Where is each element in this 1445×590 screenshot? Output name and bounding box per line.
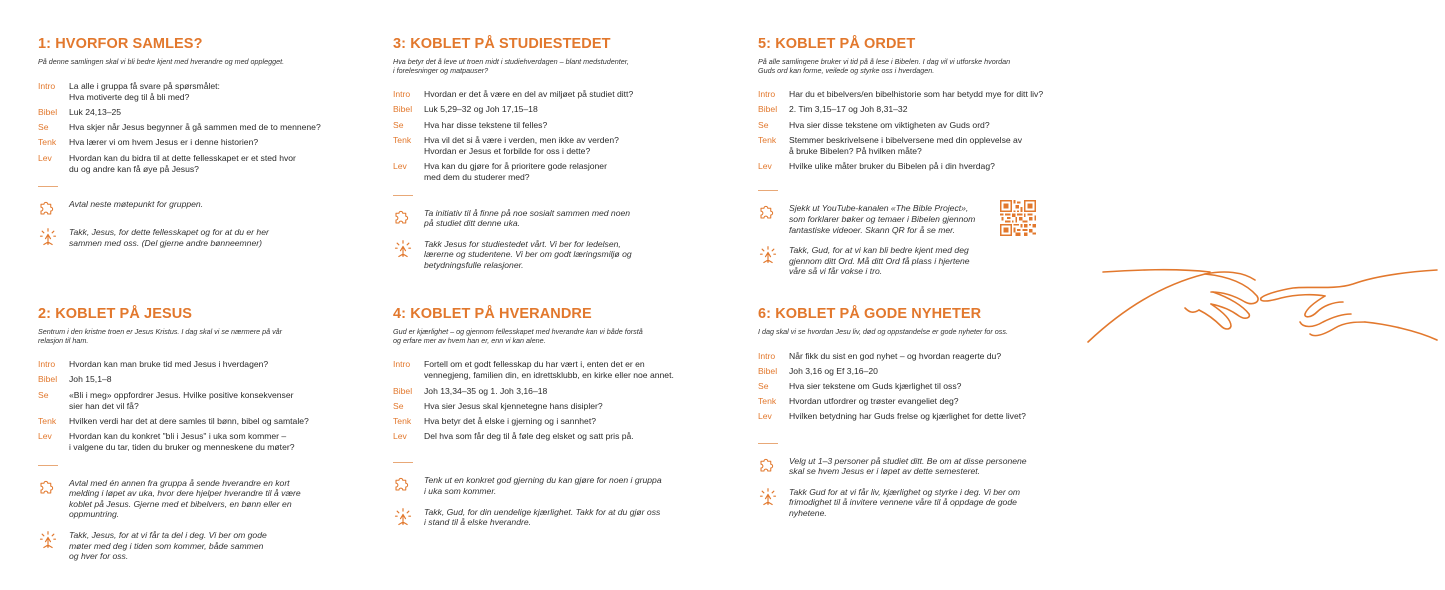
divider xyxy=(393,195,413,196)
row-label: Tenk xyxy=(393,134,412,145)
row-text: La alle i gruppa få svare på spørsmålet: Hva motiverte deg til å bli med? xyxy=(69,80,220,102)
prayer-text: Takk Jesus for studiestedet vårt. Vi ber for ledelsen, lærerne og studentene. Vi ber om godt læringsmiljø og betydningsfulle relasjoner. xyxy=(424,238,632,270)
row-intro xyxy=(38,81,343,103)
row-label: Intro xyxy=(758,350,776,361)
section-title: 4: KOBLET PÅ HVERANDRE xyxy=(393,306,592,322)
prayer-item xyxy=(393,239,698,271)
row-text: Hvordan kan du bidra til at dette fellesskapet er et sted hvor du og andre kan få øye på Jesus? xyxy=(69,152,296,174)
row-label: Se xyxy=(393,400,404,411)
row-label: Se xyxy=(758,381,769,391)
row-lev xyxy=(38,153,343,175)
question-list xyxy=(393,359,698,442)
divider xyxy=(38,465,58,466)
row-text: Hva lærer vi om hvem Jesus er i denne historien? xyxy=(69,137,259,148)
reaching-hands-illustration xyxy=(1085,262,1440,352)
row-intro xyxy=(758,89,1063,100)
section-intro: Hva betyr det å leve ut troen midt i studiehverdagen – blant medstudenter, i forelesninger og matpauser? xyxy=(393,57,629,75)
row-label: Lev xyxy=(758,161,772,172)
row-label: Tenk xyxy=(38,137,57,148)
row-bibel xyxy=(393,104,698,115)
row-text: Hva har disse tekstene til felles? xyxy=(424,119,548,130)
row-label: Intro xyxy=(758,89,776,100)
row-label: Intro xyxy=(393,89,411,100)
row-label: Bibel xyxy=(38,107,58,117)
row-bibel xyxy=(38,107,343,118)
prayer-item xyxy=(38,530,343,562)
row-bibel xyxy=(758,366,1063,377)
row-text: Hva sier Jesus skal kjennetegne hans disipler? xyxy=(424,400,603,411)
row-label: Se xyxy=(38,389,49,400)
row-lev xyxy=(758,411,1063,422)
prayer-text: Takk, Gud, for at vi kan bli bedre kjent med deg gjennom ditt Ord. Må ditt Ord få plass i hjertene våre så vi får vokse i tro. xyxy=(789,245,970,277)
section-intro: På alle samlingene bruker vi tid på å lese i Bibelen. I dag vil vi utforske hvordan Guds ord kan forme, veilede og styrke oss i hverdagen. xyxy=(758,57,1011,75)
row-intro xyxy=(393,89,698,100)
row-se xyxy=(393,120,698,131)
prayer-item xyxy=(393,507,698,528)
row-label: Lev xyxy=(758,411,772,422)
row-text: Hvordan utfordrer og trøster evangeliet deg? xyxy=(789,396,959,407)
row-tenk xyxy=(38,416,343,427)
row-label: Tenk xyxy=(758,396,777,407)
row-text: Har du et bibelvers/en bibelhistorie som har betydd mye for ditt liv? xyxy=(789,89,1044,100)
row-text: Hva betyr det å elske i gjerning og i sannhet? xyxy=(424,416,596,426)
row-text: Hva sier tekstene om Guds kjærlighet til oss? xyxy=(789,381,962,391)
row-se xyxy=(393,401,698,412)
row-bibel xyxy=(38,374,343,385)
section-intro: I dag skal vi se hvordan Jesu liv, død og oppstandelse er gode nyheter for oss. xyxy=(758,327,1008,336)
section-title: 2: KOBLET PÅ JESUS xyxy=(38,306,193,322)
row-label: Se xyxy=(38,122,49,133)
left-hand-outline xyxy=(1103,270,1210,272)
row-label: Bibel xyxy=(393,385,413,396)
row-text: Hva kan du gjøre for å prioritere gode relasjoner med dem du studerer med? xyxy=(424,161,607,183)
action-item xyxy=(38,478,343,520)
section-6 xyxy=(758,306,1063,529)
row-label: Intro xyxy=(38,80,56,91)
action-text: Avtal neste møtepunkt for gruppen. xyxy=(69,199,204,210)
section-title: 5: KOBLET PÅ ORDET xyxy=(758,36,916,52)
row-label: Intro xyxy=(393,359,411,370)
praying-hands-icon xyxy=(38,530,69,562)
action-item xyxy=(393,475,698,496)
question-list xyxy=(758,89,1063,172)
action-text: Velg ut 1–3 personer på studiet ditt. Be om at disse personene skal se hvem Jesus er i løpet av dette semesteret. xyxy=(789,455,1027,477)
puzzle-icon xyxy=(758,203,789,235)
action-text: Ta initiativ til å finne på noe sosialt sammen med noen på studiet ditt denne uka. xyxy=(424,207,631,229)
row-label: Lev xyxy=(38,431,52,442)
row-tenk xyxy=(38,137,343,148)
row-text: Hva sier disse tekstene om viktigheten av Guds ord? xyxy=(789,119,990,130)
section-title: 6: KOBLET PÅ GODE NYHETER xyxy=(758,306,982,322)
left-hand-outline xyxy=(1088,272,1255,342)
row-text: Luk 24,13–25 xyxy=(69,107,122,117)
row-text: Hva skjer når Jesus begynner å gå sammen med de to mennene? xyxy=(69,122,321,133)
action-item xyxy=(758,456,1063,477)
row-text: Del hva som får deg til å føle deg elsket og satt pris på. xyxy=(424,431,634,442)
row-intro xyxy=(393,359,698,381)
praying-hands-icon xyxy=(393,507,424,528)
row-label: Tenk xyxy=(758,134,777,145)
section-title: 1: HVORFOR SAMLES? xyxy=(38,36,203,52)
prayer-text: Takk, Gud, for din uendelige kjærlighet. Takk for at du gjør oss i stand til å elske hverandre. xyxy=(424,506,661,528)
row-tenk xyxy=(758,135,1063,157)
row-text: Joh 13,34–35 og 1. Joh 3,16–18 xyxy=(424,385,548,396)
divider xyxy=(758,443,778,444)
row-label: Tenk xyxy=(393,416,412,426)
row-label: Bibel xyxy=(758,365,778,376)
prayer-text: Takk, Jesus, for dette fellesskapet og for at du er her sammen med oss. (Del gjerne andre bønneemner) xyxy=(69,227,269,248)
divider xyxy=(38,186,58,187)
puzzle-icon xyxy=(758,456,789,477)
action-item xyxy=(393,208,698,229)
divider xyxy=(393,462,413,463)
praying-hands-icon xyxy=(758,487,789,519)
section-intro: Sentrum i den kristne troen er Jesus Kristus. I dag skal vi se nærmere på vår relasjon til ham. xyxy=(38,327,283,345)
row-text: Joh 3,16 og Ef 3,16–20 xyxy=(789,365,878,376)
row-intro xyxy=(38,359,343,370)
row-tenk xyxy=(758,396,1063,407)
row-text: Hvilken verdi har det at dere samles til bønn, bibel og samtale? xyxy=(69,416,309,426)
question-list xyxy=(393,89,698,183)
row-lev xyxy=(38,431,343,453)
prayer-text: Takk, Jesus, for at vi får ta del i deg. Vi ber om gode møter med deg i tiden som kommer, både sammen og hver for oss. xyxy=(69,529,267,562)
row-text: 2. Tim 3,15–17 og Joh 8,31–32 xyxy=(789,104,908,115)
row-label: Se xyxy=(758,119,769,130)
row-label: Lev xyxy=(393,161,407,172)
row-se xyxy=(758,381,1063,392)
puzzle-icon xyxy=(38,478,69,520)
section-2 xyxy=(38,306,343,572)
row-se xyxy=(38,390,343,412)
left-hand-outline xyxy=(1199,304,1231,329)
left-hand-outline xyxy=(1185,308,1199,312)
row-intro xyxy=(758,351,1063,362)
row-label: Bibel xyxy=(758,104,778,115)
row-text: Når fikk du sist en god nyhet – og hvordan reagerte du? xyxy=(789,350,1002,361)
puzzle-icon xyxy=(393,208,424,229)
row-label: Bibel xyxy=(393,104,413,115)
praying-hands-icon xyxy=(38,227,69,248)
question-list xyxy=(38,359,343,453)
section-4 xyxy=(393,306,698,538)
row-lev xyxy=(758,161,1063,172)
section-5 xyxy=(758,36,1063,287)
qr-code[interactable] xyxy=(1000,200,1036,236)
section-intro: På denne samlingen skal vi bli bedre kjent med hverandre og med opplegget. xyxy=(38,57,285,66)
right-hand-outline xyxy=(1365,322,1437,340)
row-label: Se xyxy=(393,119,404,130)
row-tenk xyxy=(393,135,698,157)
row-label: Intro xyxy=(38,359,56,370)
row-text: Hva vil det si å være i verden, men ikke av verden? Hvordan er Jesus et forbilde for oss i dette? xyxy=(424,134,619,156)
divider xyxy=(758,190,778,191)
question-list xyxy=(38,81,343,175)
prayer-text: Takk Gud for at vi får liv, kjærlighet og styrke i deg. Vi ber om frimodighet til å invitere vennene våre til å oppdage de gode nyhetene. xyxy=(789,486,1021,518)
action-text: Sjekk ut YouTube-kanalen «The Bible Project», som forklarer bøker og temaer i Bibelen gjennom fantastiske videoer. Skann QR for å se mer. xyxy=(789,203,976,235)
section-intro: Gud er kjærlighet – og gjennom fellesskapet med hverandre kan vi både forstå og erfare mer av hvem han er, enn vi kan alene. xyxy=(393,327,643,345)
row-text: Luk 5,29–32 og Joh 17,15–18 xyxy=(424,104,538,115)
row-label: Lev xyxy=(38,152,52,163)
praying-hands-icon xyxy=(393,239,424,271)
row-text: Hvilken betydning har Guds frelse og kjærlighet for dette livet? xyxy=(789,411,1026,422)
question-list xyxy=(758,351,1063,423)
row-text: Fortell om et godt fellesskap du har vært i, enten det er en vennegjeng, familien din, en idrettsklubb, en kirke eller noe annet. xyxy=(424,359,674,381)
row-se xyxy=(38,122,343,133)
row-tenk xyxy=(393,416,698,427)
prayer-item xyxy=(758,245,1063,277)
row-label: Bibel xyxy=(38,374,58,385)
right-hand-outline xyxy=(1261,270,1437,301)
action-item xyxy=(38,199,343,217)
praying-hands-icon xyxy=(758,245,789,277)
action-text: Tenk ut en konkret god gjerning du kan gjøre for noen i gruppa i uka som kommer. xyxy=(424,475,662,496)
row-text: Stemmer beskrivelsene i bibelversene med din opplevelse av å bruke Bibelen? På hvilken måte? xyxy=(789,134,1023,156)
row-label: Tenk xyxy=(38,416,57,426)
puzzle-icon xyxy=(38,199,69,217)
prayer-item xyxy=(38,227,343,248)
row-text: Hvordan kan du konkret "bli i Jesus" i uka som kommer – i valgene du tar, tiden du bruker og menneskene du møter? xyxy=(69,431,295,453)
action-text: Avtal med én annen fra gruppa å sende hverandre en kort melding i løpet av uka, hvor dere hjelper hverandre til å være koblet på Jesus. Gjerne med et bibelvers, en bønn eller en oppmuntring. xyxy=(69,477,301,520)
row-text: Hvordan kan man bruke tid med Jesus i hverdagen? xyxy=(69,359,269,370)
prayer-item xyxy=(758,487,1063,519)
row-bibel xyxy=(758,104,1063,115)
section-3 xyxy=(393,36,698,281)
row-text: Hvilke ulike måter bruker du Bibelen på i din hverdag? xyxy=(789,161,995,172)
row-text: Joh 15,1–8 xyxy=(69,374,112,385)
row-text: «Bli i meg» oppfordrer Jesus. Hvilke positive konsekvenser sier han det vil få? xyxy=(69,389,294,411)
row-se xyxy=(758,120,1063,131)
section-title: 3: KOBLET PÅ STUDIESTEDET xyxy=(393,36,611,52)
row-text: Hvordan er det å være en del av miljøet på studiet ditt? xyxy=(424,89,634,100)
section-1 xyxy=(38,36,343,258)
row-lev xyxy=(393,431,698,442)
row-label: Lev xyxy=(393,431,407,442)
row-lev xyxy=(393,161,698,183)
right-hand-outline xyxy=(1305,296,1343,317)
row-bibel xyxy=(393,386,698,397)
puzzle-icon xyxy=(393,475,424,496)
